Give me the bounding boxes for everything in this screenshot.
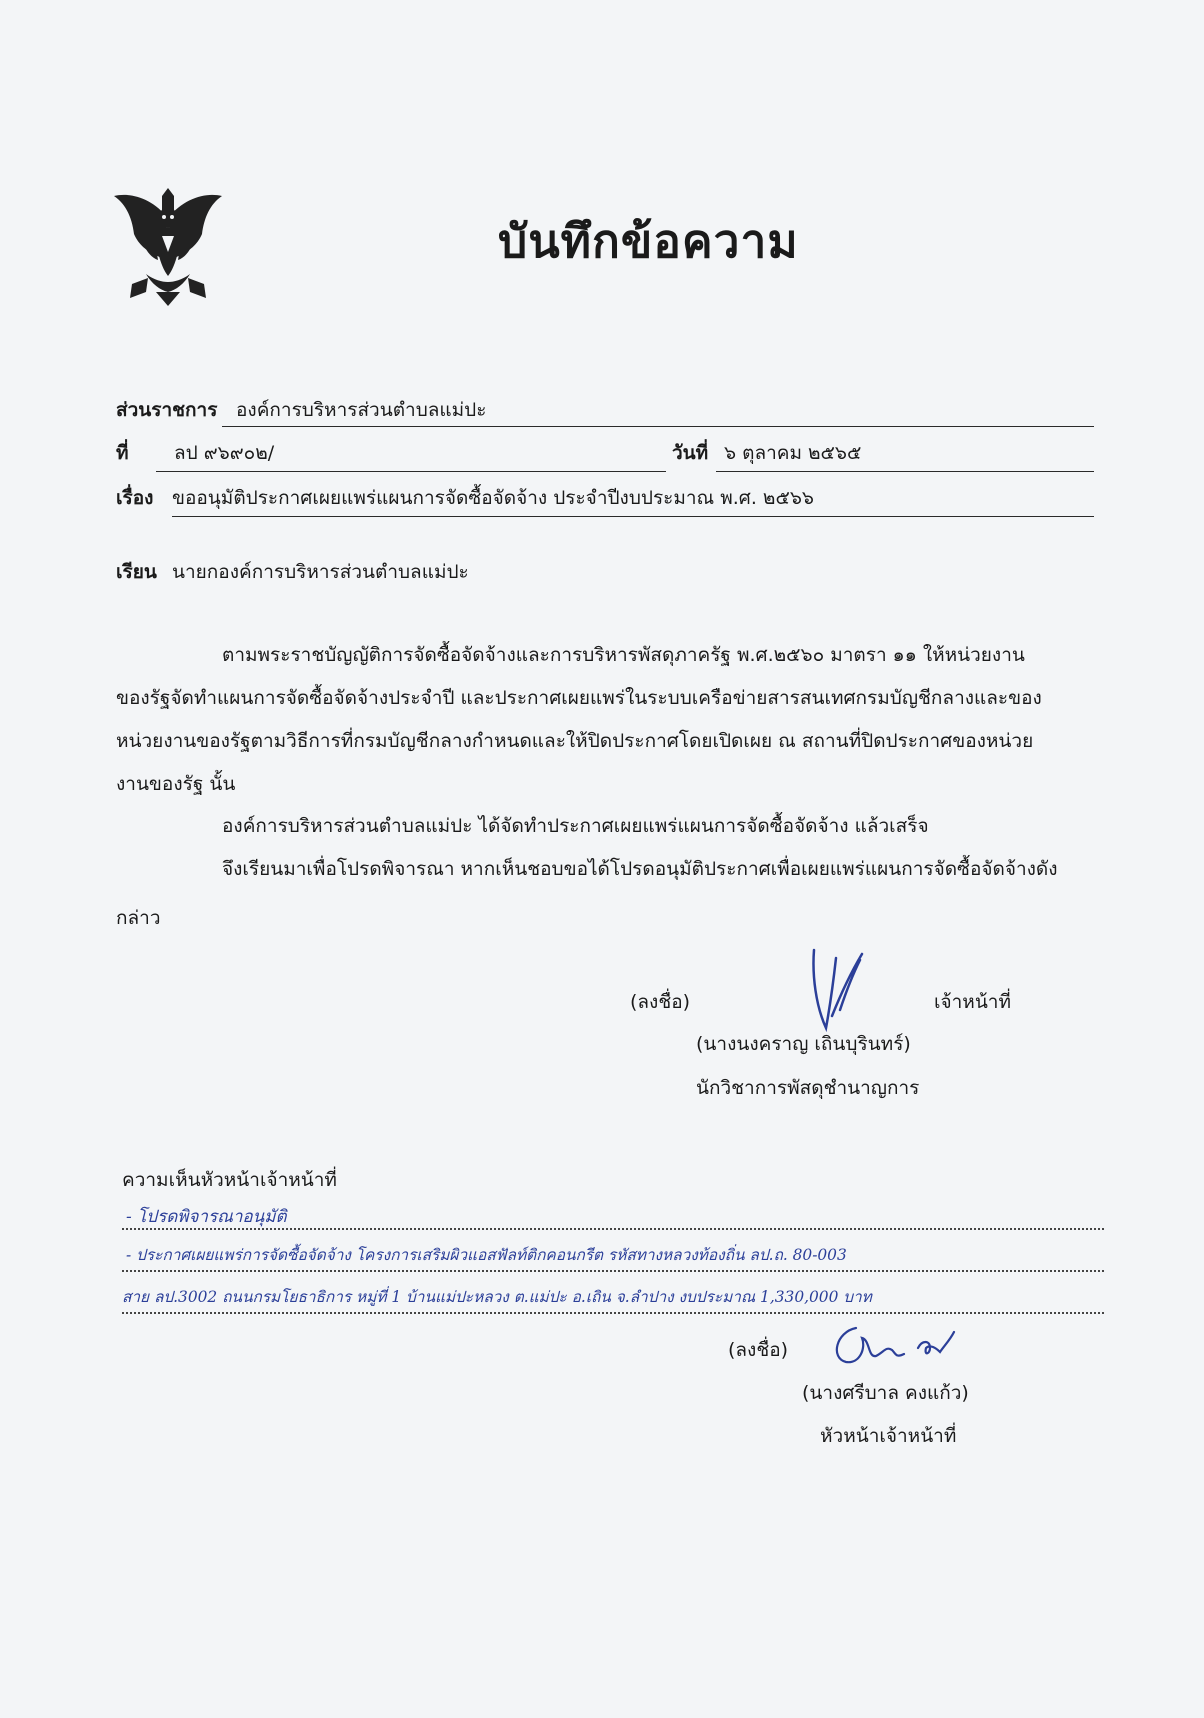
ref-value: ลป ๙๖๙๐๒/ (174, 442, 275, 464)
ref-underline (156, 471, 666, 472)
head-signature-mark (826, 1318, 966, 1372)
body-p1-line4: งานของรัฐ นั้น (116, 773, 236, 795)
subject-value: ขออนุมัติประกาศเผยแพร่แผนการจัดซื้อจัดจ้าง ประจำปีงบประมาณ พ.ศ. ๒๕๖๖ (172, 487, 814, 509)
subject-underline (172, 516, 1094, 517)
date-underline (716, 471, 1094, 472)
head-position: หัวหน้าเจ้าหน้าที่ (820, 1425, 957, 1447)
body-p2-line1: องค์การบริหารส่วนตำบลแม่ปะ ได้จัดทำประกาศเผยแพร่แผนการจัดซื้อจัดจ้าง แล้วเสร็จ (222, 815, 929, 837)
agency-underline (222, 426, 1094, 427)
page-title: บันทึกข้อความ (498, 214, 799, 268)
body-p1-line2: ของรัฐจัดทำแผนการจัดซื้อจัดจ้างประจำปี และประกาศเผยแพร่ในระบบเครือข่ายสารสนเทศกรมบัญชีกลางและของ (116, 687, 1042, 709)
date-label: วันที่ (672, 442, 709, 464)
date-value: ๖ ตุลาคม ๒๕๖๕ (724, 442, 862, 464)
dotted-line-2 (122, 1270, 1104, 1272)
handwritten-line-2: - ประกาศเผยแพร่การจัดซื้อจัดจ้าง โครงการเสริมผิวแอสฟัลท์ติกคอนกรีต รหัสทางหลวงท้องถิ่น ลป.ถ. 80-003 (126, 1246, 847, 1264)
officer-signature-mark (806, 946, 866, 1032)
agency-value: องค์การบริหารส่วนตำบลแม่ปะ (236, 399, 487, 421)
head-name: (นางศรีบาล คงแก้ว) (802, 1382, 969, 1404)
body-p3-line2: กล่าว (116, 907, 161, 929)
officer-sign-label: (ลงชื่อ) (630, 991, 691, 1013)
officer-role-suffix: เจ้าหน้าที่ (934, 991, 1012, 1013)
head-sign-label: (ลงชื่อ) (728, 1339, 789, 1361)
subject-label: เรื่อง (116, 487, 154, 509)
salutation-label: เรียน (116, 561, 157, 583)
body-p1-line3: หน่วยงานของรัฐตามวิธีการที่กรมบัญชีกลางกำหนดและให้ปิดประกาศโดยเปิดเผย ณ สถานที่ปิดประกาศของหน่วย (116, 730, 1034, 752)
salutation-value: นายกองค์การบริหารส่วนตำบลแม่ปะ (172, 561, 469, 583)
officer-name: (นางนงคราญ เถินบุรินทร์) (696, 1033, 911, 1055)
dotted-line-1 (122, 1228, 1104, 1230)
body-p3-line1: จึงเรียนมาเพื่อโปรดพิจารณา หากเห็นชอบขอได้โปรดอนุมัติประกาศเพื่อเผยแพร่แผนการจัดซื้อจัดจ้างดัง (222, 858, 1058, 880)
handwritten-line-3: สาย ลป.3002 ถนนกรมโยธาธิการ หมู่ที่ 1 บ้านแม่ปะหลวง ต.แม่ปะ อ.เถิน จ.ลำปาง งบประมาณ 1,330,000 บาท (122, 1288, 872, 1306)
officer-position: นักวิชาการพัสดุชำนาญการ (696, 1077, 920, 1099)
handwritten-line-1: - โปรดพิจารณาอนุมัติ (126, 1207, 287, 1227)
dotted-line-3 (122, 1312, 1104, 1314)
head-opinion-label: ความเห็นหัวหน้าเจ้าหน้าที่ (122, 1169, 337, 1191)
body-p1-line1: ตามพระราชบัญญัติการจัดซื้อจัดจ้างและการบริหารพัสดุภาครัฐ พ.ศ.๒๕๖๐ มาตรา ๑๑ ให้หน่วยงาน (222, 644, 1025, 666)
ref-label: ที่ (116, 442, 129, 464)
agency-label: ส่วนราชการ (116, 399, 218, 421)
garuda-emblem-icon (112, 188, 224, 306)
